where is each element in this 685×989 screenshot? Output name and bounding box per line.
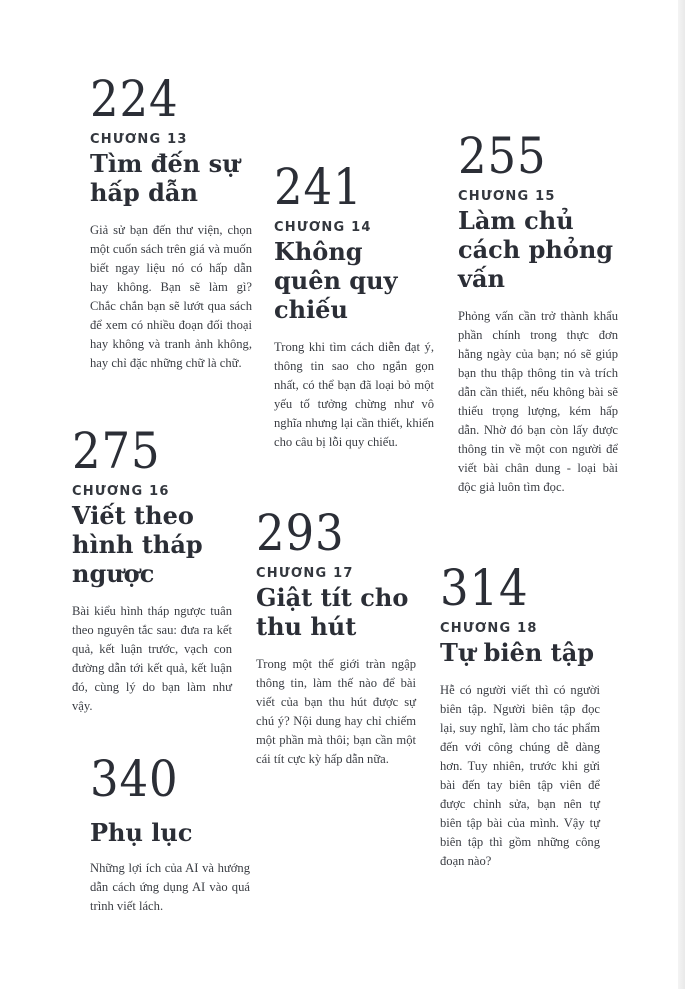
chapter-label: CHƯƠNG 18 <box>440 621 538 636</box>
page-number: 293 <box>256 504 345 562</box>
chapter-title: Không quên quy chiếu <box>274 237 398 324</box>
toc-entry-chapter-13[interactable] <box>90 70 252 373</box>
chapter-title: Tìm đến sự hấp dẫn <box>90 149 240 207</box>
chapter-label: CHƯƠNG 16 <box>72 484 170 499</box>
page-number: 255 <box>458 127 547 185</box>
page-number: 241 <box>274 158 363 216</box>
page-number: 314 <box>440 559 529 617</box>
chapter-label: CHƯƠNG 14 <box>274 220 372 235</box>
chapter-summary: Bài kiểu hình tháp ngược tuân theo nguyên tắc sau: đưa ra kết quả, kết luận trước, vạch con đường dẫn tới kết quả, kết luận đó, cùng lý do bạn làm như vậy. <box>72 604 232 713</box>
chapter-title: Tự biên tập <box>440 638 595 667</box>
toc-entry-chapter-18[interactable] <box>440 559 600 871</box>
chapter-summary: Phỏng vấn cần trở thành khẩu phần chính trong thực đơn hằng ngày của bạn; nó sẽ giúp bạn thu thập thông tin và trích dẫn cần thiết, nếu không bài sẽ thiếu trọng lượng, kém hấp dẫn. Nhờ đó bạn còn lấy được thông tin về một con người để viết bài chân dung - loại bài độc giả luôn tìm đọc. <box>458 309 618 494</box>
chapter-label: CHƯƠNG 15 <box>458 189 556 204</box>
page-number: 224 <box>90 70 179 128</box>
chapter-summary: Hễ có người viết thì có người biên tập. Người biên tập đọc lại, suy nghĩ, làm cho tác phẩm đến với công chúng dễ dàng hơn. Tuy nhiên, trước khi gửi bài đến tay biên tập viên để được chỉnh sửa, bạn nên tự biên tập bài của mình. Vậy tự biên tập thì gồm những công đoạn nào? <box>440 683 600 868</box>
page-number: 340 <box>90 750 179 808</box>
chapter-summary: Trong một thế giới tràn ngập thông tin, làm thế nào để bài viết của bạn thu hút được sự chú ý? Nội dung hay chỉ chiếm một phần mà thôi; bạn cần một cái tít cực kỳ hấp dẫn nữa. <box>256 657 416 766</box>
chapter-label: CHƯƠNG 17 <box>256 566 354 581</box>
toc-entry-chapter-15[interactable] <box>458 127 618 497</box>
chapter-summary: Giả sử bạn đến thư viện, chọn một cuốn sách trên giá và muốn biết ngay liệu nó có hấp dẫn hay không. Bạn sẽ làm gì? Chắc chắn bạn sẽ lướt qua sách để xem có nhiều đoạn đối thoại hay không và tranh ảnh không, hay chỉ đặc những chữ là chữ. <box>90 223 252 370</box>
toc-entry-chapter-14[interactable] <box>274 158 434 452</box>
toc-entry-chapter-16[interactable] <box>72 422 232 716</box>
chapter-summary: Trong khi tìm cách diễn đạt ý, thông tin sao cho ngắn gọn nhất, có thể bạn đã loại bỏ một yếu tố tưởng chừng như vô nghĩa nhưng lại cần thiết, khiến cho câu bị lỗi quy chiếu. <box>274 340 434 449</box>
chapter-title: Phụ lục <box>90 818 193 847</box>
toc-entry-chapter-17[interactable] <box>256 504 416 769</box>
chapter-title: Giật tít cho thu hút <box>256 583 409 641</box>
page-edge-shadow <box>678 0 685 989</box>
chapter-label: CHƯƠNG 13 <box>90 132 188 147</box>
toc-entry-appendix[interactable] <box>90 750 250 916</box>
page-number: 275 <box>72 422 161 480</box>
chapter-title: Làm chủ cách phỏng vấn <box>458 206 614 293</box>
chapter-summary: Những lợi ích của AI và hướng dẫn cách ứng dụng AI vào quá trình viết lách. <box>90 861 250 913</box>
chapter-title: Viết theo hình tháp ngược <box>72 501 203 588</box>
